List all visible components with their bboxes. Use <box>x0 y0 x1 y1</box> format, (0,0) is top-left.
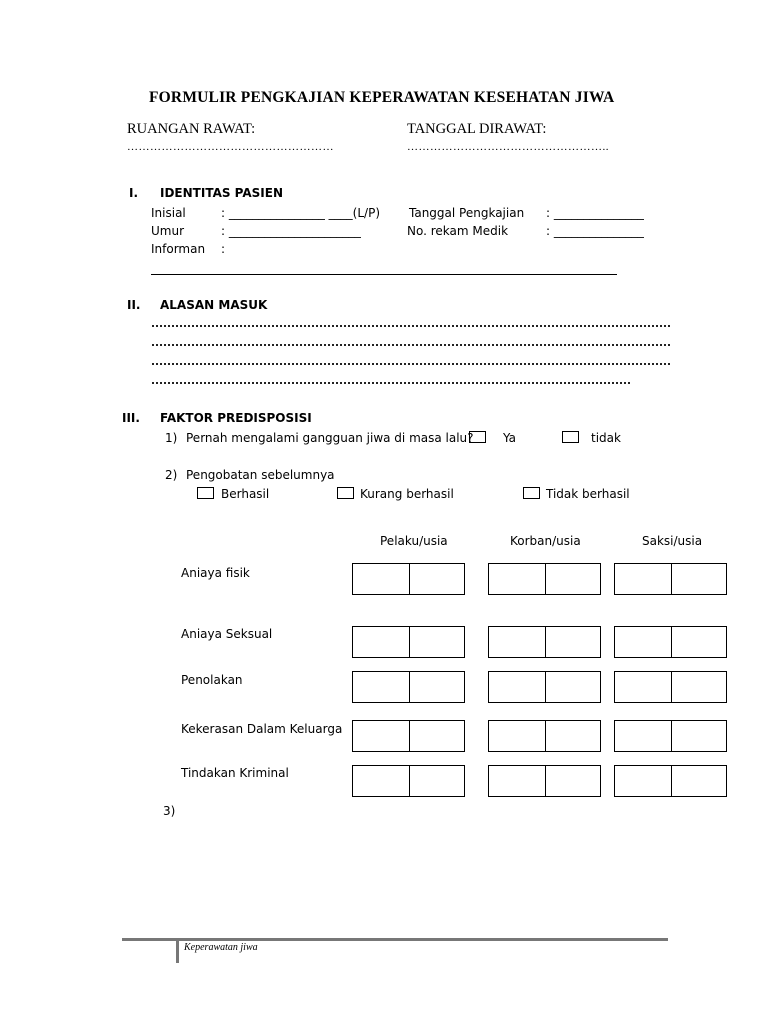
q2-kurang-berhasil-checkbox[interactable] <box>337 487 354 499</box>
rekam-medik-field[interactable]: : _______________ <box>546 224 644 238</box>
alasan-masuk-line-4[interactable] <box>152 382 630 384</box>
q1-text: Pernah mengalami gangguan jiwa di masa lalu? <box>186 431 474 445</box>
tanggal-dirawat-label: TANGGAL DIRAWAT: <box>407 121 547 137</box>
q1-number: 1) <box>165 431 178 445</box>
aniaya-seksual-saksi-cells[interactable] <box>614 626 727 658</box>
section-2-title: ALASAN MASUK <box>160 298 268 312</box>
tanggal-pengkajian-label: Tanggal Pengkajian <box>409 206 525 220</box>
row-label-aniaya-seksual: Aniaya Seksual <box>181 627 273 641</box>
inisial-label: Inisial <box>151 206 186 220</box>
tindakan-kriminal-korban-cells[interactable] <box>488 765 601 797</box>
row-label-kekerasan-dalam-keluarga: Kekerasan Dalam Keluarga <box>181 722 343 736</box>
footer-text: Keperawatan jiwa <box>184 942 258 953</box>
penolakan-saksi-cells[interactable] <box>614 671 727 703</box>
penolakan-korban-cells[interactable] <box>488 671 601 703</box>
tanggal-pengkajian-field[interactable]: : _______________ <box>546 206 644 220</box>
alasan-masuk-line-3[interactable] <box>152 363 670 365</box>
q2-berhasil-label: Berhasil <box>221 487 270 501</box>
alasan-masuk-line-1[interactable] <box>152 325 670 327</box>
umur-label: Umur <box>151 224 185 238</box>
footer-rule <box>122 938 668 941</box>
kekerasan-saksi-cells[interactable] <box>614 720 727 752</box>
informan-field-line[interactable] <box>151 274 617 275</box>
q2-berhasil-checkbox[interactable] <box>197 487 214 499</box>
section-2-number: II. <box>127 298 141 312</box>
q3-number: 3) <box>163 804 176 818</box>
q2-kurang-berhasil-label: Kurang berhasil <box>360 487 454 501</box>
aniaya-fisik-korban-cells[interactable] <box>488 563 601 595</box>
col-header-pelaku: Pelaku/usia <box>380 534 448 548</box>
aniaya-fisik-pelaku-cells[interactable] <box>352 563 465 595</box>
kekerasan-pelaku-cells[interactable] <box>352 720 465 752</box>
q2-tidak-berhasil-checkbox[interactable] <box>523 487 540 499</box>
section-3-number: III. <box>122 411 140 425</box>
informan-label: Informan <box>151 242 206 256</box>
col-header-saksi: Saksi/usia <box>642 534 703 548</box>
inisial-field[interactable]: : ________________ ____(L/P) <box>221 206 380 220</box>
col-header-korban: Korban/usia <box>510 534 581 548</box>
tindakan-kriminal-pelaku-cells[interactable] <box>352 765 465 797</box>
q1-ya-checkbox[interactable] <box>469 431 486 443</box>
aniaya-seksual-pelaku-cells[interactable] <box>352 626 465 658</box>
tindakan-kriminal-saksi-cells[interactable] <box>614 765 727 797</box>
informan-colon: : <box>221 242 226 256</box>
umur-field[interactable]: : ______________________ <box>221 224 361 238</box>
page-title: FORMULIR PENGKAJIAN KEPERAWATAN KESEHATAN JIWA <box>149 89 615 106</box>
q1-tidak-checkbox[interactable] <box>562 431 579 443</box>
q1-tidak-label: tidak <box>591 431 621 445</box>
tanggal-dirawat-field[interactable]: …………………………………………….. <box>407 141 609 153</box>
row-label-tindakan-kriminal: Tindakan Kriminal <box>181 766 289 780</box>
section-1-title: IDENTITAS PASIEN <box>160 186 284 200</box>
q2-number: 2) <box>165 468 178 482</box>
q2-text: Pengobatan sebelumnya <box>186 468 335 482</box>
row-label-aniaya-fisik: Aniaya fisik <box>181 566 250 580</box>
q1-ya-label: Ya <box>503 431 517 445</box>
row-label-penolakan: Penolakan <box>181 673 243 687</box>
section-3-title: FAKTOR PREDISPOSISI <box>160 411 312 425</box>
alasan-masuk-line-2[interactable] <box>152 344 670 346</box>
aniaya-fisik-saksi-cells[interactable] <box>614 563 727 595</box>
footer-vertical-rule <box>176 941 179 963</box>
ruangan-rawat-label: RUANGAN RAWAT: <box>127 121 256 137</box>
aniaya-seksual-korban-cells[interactable] <box>488 626 601 658</box>
ruangan-rawat-field[interactable]: ……………………………………………… <box>127 141 334 153</box>
penolakan-pelaku-cells[interactable] <box>352 671 465 703</box>
section-1-number: I. <box>129 186 139 200</box>
q2-tidak-berhasil-label: Tidak berhasil <box>546 487 630 501</box>
kekerasan-korban-cells[interactable] <box>488 720 601 752</box>
rekam-medik-label: No. rekam Medik <box>407 224 509 238</box>
